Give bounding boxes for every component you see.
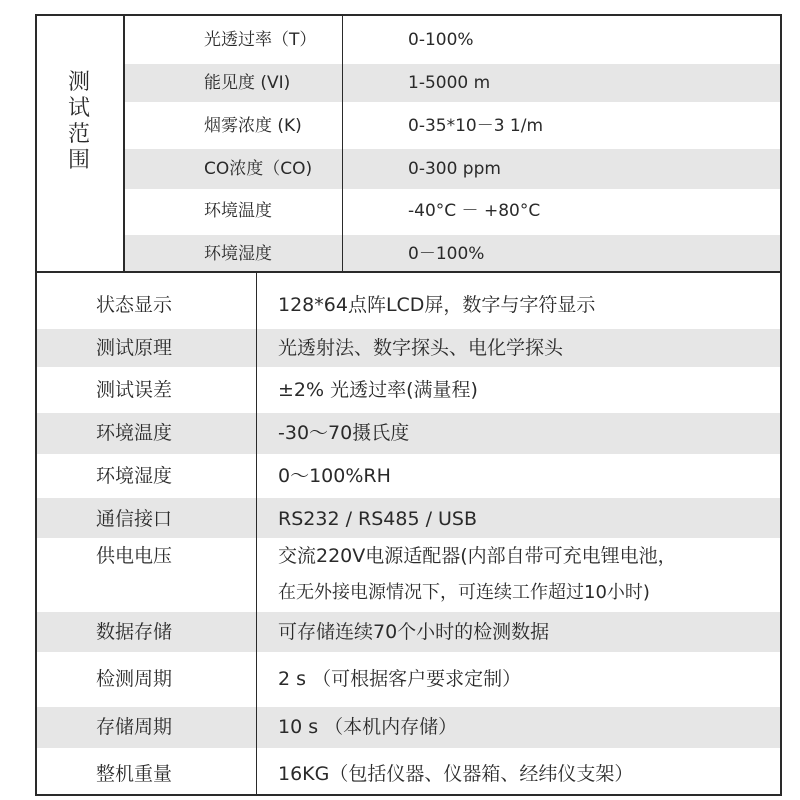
bottom-label-2: 测试原理 bbox=[96, 337, 173, 359]
bottom-label-11: 整机重量 bbox=[96, 763, 173, 785]
test-range-label bbox=[37, 70, 121, 174]
top-value-5: -40°C － +80°C bbox=[408, 201, 541, 221]
bottom-value-3: ±2% 光透过率(满量程) bbox=[278, 379, 478, 401]
bottom-label-6: 通信接口 bbox=[96, 508, 173, 530]
bottom-value-11: 16KG（包括仪器、仪器箱、经纬仪支架） bbox=[278, 763, 634, 785]
top-label-1: 光透过率（T） bbox=[204, 30, 317, 50]
section-separator bbox=[35, 271, 782, 273]
bottom-value-4: -30～70摄氏度 bbox=[278, 422, 410, 444]
bottom-label-9: 检测周期 bbox=[96, 668, 173, 690]
top-value-3: 0-35*10－3 1/m bbox=[408, 116, 544, 136]
top-label-2: 能见度 (VI) bbox=[204, 73, 291, 93]
test-range-char-1: 测 bbox=[67, 70, 90, 95]
bottom-label-3: 测试误差 bbox=[96, 379, 173, 401]
bottom-value-7-line-2: 在无外接电源情况下，可连续工作超过10小时) bbox=[278, 582, 650, 603]
bottom-label-4: 环境温度 bbox=[96, 422, 173, 444]
bottom-label-10: 存储周期 bbox=[96, 716, 173, 738]
bottom-label-8: 数据存储 bbox=[96, 621, 173, 643]
top-label-6: 环境湿度 bbox=[204, 244, 272, 264]
top-value-2: 1-5000 m bbox=[408, 73, 491, 93]
bottom-value-5: 0～100%RH bbox=[278, 465, 391, 487]
bottom-label-5: 环境湿度 bbox=[96, 465, 173, 487]
top-divider-mid bbox=[342, 16, 343, 272]
top-divider-left bbox=[123, 16, 125, 272]
test-range-char-2: 试 bbox=[67, 96, 90, 121]
bottom-value-9: 2 s （可根据客户要求定制） bbox=[278, 668, 522, 690]
test-range-char-4: 围 bbox=[67, 148, 90, 173]
bottom-value-2: 光透射法、数字探头、电化学探头 bbox=[278, 337, 564, 359]
top-value-4: 0-300 ppm bbox=[408, 159, 501, 179]
bottom-value-10: 10 s （本机内存储） bbox=[278, 716, 458, 738]
top-value-6: 0－100% bbox=[408, 244, 485, 264]
bottom-value-8: 可存储连续70个小时的检测数据 bbox=[278, 621, 550, 643]
bottom-divider bbox=[256, 272, 257, 794]
top-value-1: 0-100% bbox=[408, 30, 474, 50]
bottom-value-6: RS232 / RS485 / USB bbox=[278, 508, 478, 530]
top-label-3: 烟雾浓度 (K) bbox=[204, 116, 302, 136]
bottom-value-1: 128*64点阵LCD屏，数字与字符显示 bbox=[278, 294, 596, 316]
top-label-4: CO浓度（CO) bbox=[204, 159, 313, 179]
bottom-label-1: 状态显示 bbox=[96, 294, 173, 316]
bottom-label-7: 供电电压 bbox=[96, 545, 173, 567]
test-range-char-3: 范 bbox=[67, 122, 90, 147]
bottom-value-7-line-1: 交流220V电源适配器(内部自带可充电锂电池， bbox=[278, 545, 677, 567]
top-label-5: 环境温度 bbox=[204, 201, 272, 221]
